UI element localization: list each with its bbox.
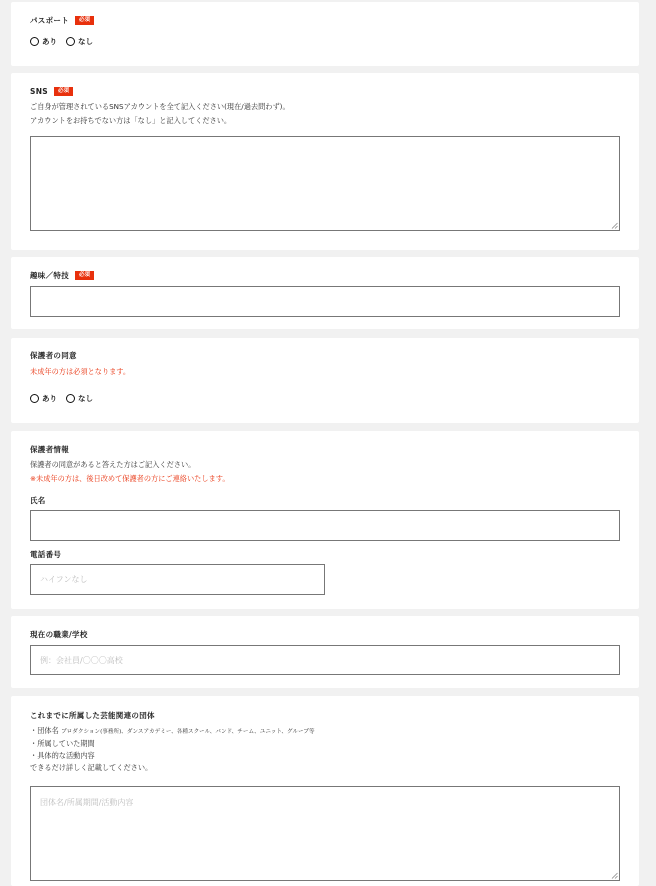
occupation-section bbox=[11, 616, 639, 688]
occupation-label-row bbox=[30, 629, 88, 640]
hobby-input[interactable] bbox=[30, 286, 620, 317]
resize-handle-icon[interactable] bbox=[611, 222, 618, 229]
guardian-info-section bbox=[11, 431, 639, 609]
sns-description bbox=[30, 100, 290, 128]
guardian-consent-option-yes-label: あり bbox=[42, 394, 57, 403]
guardian-info-description bbox=[30, 458, 230, 486]
guardian-consent-radio-group bbox=[30, 393, 93, 404]
sns-section bbox=[11, 73, 639, 250]
organizations-label-row bbox=[30, 710, 155, 721]
passport-section bbox=[11, 2, 639, 66]
radio-circle-icon[interactable] bbox=[66, 394, 75, 403]
organizations-line1 bbox=[30, 725, 315, 738]
organizations-line4: できるだけ詳しく記載してください。 bbox=[30, 763, 153, 772]
guardian-consent-note: 未成年の方は必須となります。 bbox=[30, 367, 131, 376]
passport-option-no[interactable] bbox=[66, 36, 93, 47]
guardian-phone-label: 電話番号 bbox=[30, 550, 62, 559]
guardian-name-label-row bbox=[30, 495, 46, 506]
required-badge: 必須 bbox=[54, 87, 73, 96]
guardian-consent-label-row bbox=[30, 350, 77, 361]
radio-circle-icon[interactable] bbox=[30, 394, 39, 403]
guardian-phone-placeholder: ハイフンなし bbox=[40, 575, 88, 584]
occupation-input[interactable] bbox=[30, 645, 620, 675]
radio-circle-icon[interactable] bbox=[66, 37, 75, 46]
passport-option-no-label: なし bbox=[78, 37, 93, 46]
guardian-consent-option-no-label: なし bbox=[78, 394, 93, 403]
occupation-placeholder: 例：会社員/〇〇〇高校 bbox=[40, 656, 123, 665]
organizations-placeholder: 団体名/所属期間/活動内容 bbox=[40, 798, 134, 807]
passport-label-row bbox=[30, 15, 94, 26]
guardian-name-label: 氏名 bbox=[30, 496, 46, 505]
passport-label: パスポート bbox=[30, 16, 69, 25]
guardian-consent-label: 保護者の同意 bbox=[30, 351, 77, 360]
organizations-textarea[interactable] bbox=[30, 786, 620, 881]
guardian-consent-option-no[interactable] bbox=[66, 393, 93, 404]
sns-desc-line2: アカウントをお持ちでない方は「なし」と記入してください。 bbox=[30, 116, 232, 125]
hobby-label: 趣味／特技 bbox=[30, 271, 69, 280]
sns-textarea[interactable] bbox=[30, 136, 620, 231]
sns-label: SNS bbox=[30, 87, 48, 96]
guardian-name-input[interactable] bbox=[30, 510, 620, 541]
required-badge: 必須 bbox=[75, 271, 94, 280]
resize-handle-icon[interactable] bbox=[611, 872, 618, 879]
guardian-info-desc-line1: 保護者の同意があると答えた方はご記入ください。 bbox=[30, 460, 196, 469]
guardian-info-desc-line2: ※未成年の方は、後日改めて保護者の方にご連絡いたします。 bbox=[30, 474, 230, 483]
organizations-label: これまでに所属した芸能関連の団体 bbox=[30, 711, 155, 720]
organizations-line1-main: ・団体名 bbox=[30, 726, 59, 735]
organizations-section bbox=[11, 696, 639, 886]
hobby-section bbox=[11, 257, 639, 329]
organizations-description bbox=[30, 725, 315, 774]
guardian-consent-option-yes[interactable] bbox=[30, 393, 57, 404]
guardian-phone-label-row bbox=[30, 549, 61, 560]
guardian-phone-input[interactable] bbox=[30, 564, 325, 595]
required-badge: 必須 bbox=[75, 16, 94, 25]
organizations-line2: ・所属していた期間 bbox=[30, 739, 95, 748]
organizations-line1-small: プロダクション(事務所)、ダンスアカデミー、各種スクール、バンド、チーム、ユニット、グループ等 bbox=[61, 729, 315, 735]
guardian-info-label-row bbox=[30, 444, 69, 455]
radio-circle-icon[interactable] bbox=[30, 37, 39, 46]
occupation-label: 現在の職業/学校 bbox=[30, 630, 88, 639]
organizations-line3: ・具体的な活動内容 bbox=[30, 751, 95, 760]
passport-radio-group bbox=[30, 36, 93, 47]
sns-desc-line1: ご自身が管理されているSNSアカウントを全て記入ください(現在/過去問わず)。 bbox=[30, 102, 290, 111]
guardian-consent-section bbox=[11, 338, 639, 423]
passport-option-yes-label: あり bbox=[42, 37, 57, 46]
guardian-info-label: 保護者情報 bbox=[30, 445, 69, 454]
sns-label-row bbox=[30, 87, 73, 96]
passport-option-yes[interactable] bbox=[30, 36, 57, 47]
hobby-label-row bbox=[30, 270, 94, 281]
